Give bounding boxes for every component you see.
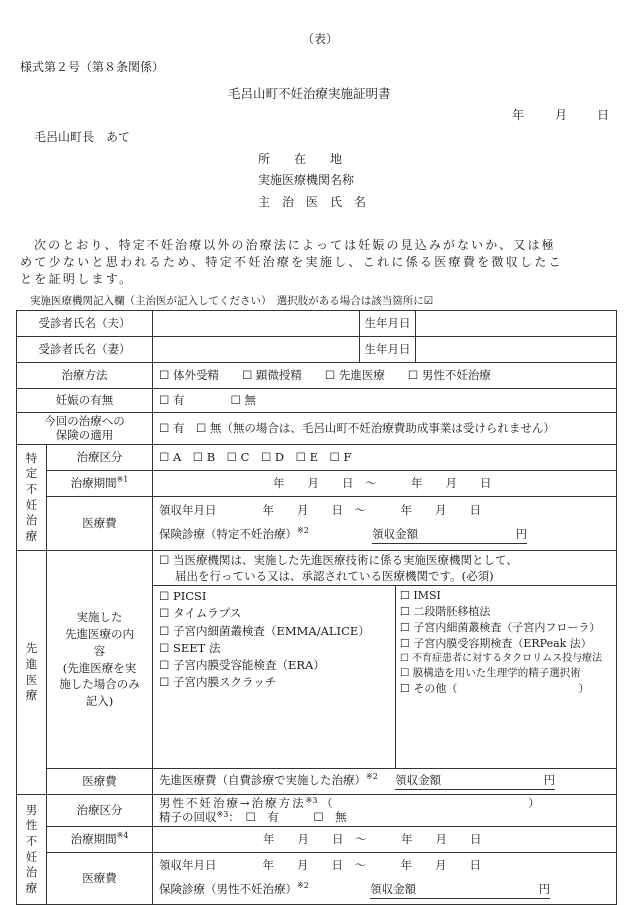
pregnancy-options[interactable]: ☐ 有 ☐ 無 [153,389,617,413]
dob-wife-field[interactable] [416,337,617,363]
advanced-option-timelapse[interactable]: ☐ タイムラプス [159,606,242,621]
advanced-content-label: 実施した 先進医療の内 容 (先進医療を実 施した場合のみ 記入) [47,551,153,769]
advanced-option-other[interactable]: ☐ その他（ ） [400,682,590,696]
medical-cost-cell [153,497,617,551]
form-number: 様式第２号（第８条関係） [20,60,165,74]
advanced-option-imsi[interactable]: ☐ IMSI [400,589,441,602]
period-label: 治療期間$^{※1}$ [47,471,153,497]
medical-cost-label: 医療費 [47,497,153,551]
certificate-table [16,310,617,905]
advanced-right-list [396,586,616,768]
male-period-value[interactable]: 年 月 日 〜 年 月 日 [153,827,617,853]
advanced-option-emma-alice[interactable]: ☐ 子宮内細菌叢検査（EMMA/ALICE） [159,623,370,638]
date-day: 日 [597,108,610,122]
advanced-declaration-line2: 届出を行っている又は、承認されている医療機関です。(必須) [175,568,494,583]
insurance-treatment-line: 保険診療（特定不妊治療）$^{※2}$ 領収金額 円 [159,527,616,544]
advanced-option-two-stage[interactable]: ☐ 二段階胚移植法 [400,604,491,618]
male-category-label: 治療区分 [47,795,153,827]
advanced-left-list [153,586,396,768]
note-2: ※2 [297,526,309,535]
male-amount-field[interactable] [370,882,550,899]
advanced-declaration-line1: ☐ 当医療機関は、実施した先進医療技術に係る実施医療機関として、 [159,553,518,567]
male-yen-label: 円 [538,882,551,896]
period-value[interactable]: 年 月 日 〜 年 月 日 [153,471,617,497]
advanced-option-tacrolimus[interactable]: ☐ 不育症患者に対するタクロリムス投与療法 [400,652,603,664]
advanced-declaration[interactable] [153,551,616,586]
receipt-date-line[interactable]: 領収年月日 年 月 日 〜 年 月 日 [159,503,481,518]
patient-husband-label: 受診者氏名（夫） [17,311,153,337]
pregnancy-label: 妊娠の有無 [17,389,153,413]
advanced-amount-field[interactable] [395,773,555,790]
advanced-option-flora[interactable]: ☐ 子宮内細菌叢検査（子宮内フローラ） [400,620,601,634]
male-receipt-date-line[interactable]: 領収年月日 年 月 日 〜 年 月 日 [159,858,481,873]
note-3-a: ※3 [305,795,318,805]
section-note: 実施医療機関記入欄（主治医が記入してください） 選択肢がある場合は該当箇所に☑ [30,295,434,307]
treatment-method-label: 治療方法 [17,363,153,389]
male-method-line[interactable]: 男性不妊治療→治療方法$^{※3}$ （ ） [159,795,540,810]
male-period-note: ※4 [116,830,129,840]
body-line-1: 次のとおり、特定不妊治療以外の治療法によっては妊娠の見込みがないか、又は極 [34,238,556,252]
body-line-2: めて少ないと思われるため、特定不妊治療を実施し、これに係る医療費を徴収したこ [20,255,563,269]
advanced-content-cell [153,551,617,769]
side-label: （表） [302,32,339,46]
specific-infertility-group: 特 定 不 妊 治 療 [17,445,47,551]
advanced-option-membrane[interactable]: ☐ 膜構造を用いた生理学的精子選択術 [400,667,581,680]
page-title: 毛呂山町不妊治療実施証明書 [228,86,391,101]
patient-wife-label: 受診者氏名（妻） [17,337,153,363]
male-cost-cell [153,853,617,905]
patient-husband-field[interactable] [153,311,360,337]
advanced-cost-label: 医療費 [47,769,153,795]
male-sperm-line[interactable]: 精子の回収$^{※3}$： ☐ 有 ☐ 無 [159,809,347,824]
advanced-amount-label: 領収金額 [395,773,442,788]
patient-wife-field[interactable] [153,337,360,363]
male-infertility-group: 男 性 不 妊 治 療 [17,795,47,905]
institution-label: 実施医療機関名称 [258,173,355,187]
advanced-option-picsi[interactable]: ☐ PICSI [159,589,207,603]
location-label: 所 在 地 [258,152,343,166]
dob-label-wife: 生年月日 [360,337,416,363]
advanced-yen-label: 円 [543,773,556,788]
note-3-b: ※3 [216,809,229,819]
yen-label: 円 [515,527,528,541]
dob-label-husband: 生年月日 [360,311,416,337]
insurance-label-line1: 今回の治療への [44,414,125,429]
addressee: 毛呂山町長 あて [34,130,131,144]
male-cost-label: 医療費 [47,853,153,905]
advanced-options [153,586,616,768]
receipt-amount-field[interactable] [372,527,527,544]
male-note-2: ※2 [297,881,309,890]
category-label: 治療区分 [47,445,153,471]
insurance-label-line2: 保険の適用 [55,427,114,442]
advanced-option-era[interactable]: ☐ 子宮内膜受容能検査（ERA） [159,658,325,672]
male-category-cell [153,795,617,827]
male-amount-label: 領収金額 [370,882,417,896]
category-options[interactable]: ☐ A ☐ B ☐ C ☐ D ☐ E ☐ F [153,445,617,471]
advanced-option-erpeak[interactable]: ☐ 子宮内膜受容期検査（ERPeak 法） [400,636,592,650]
male-period-label: 治療期間$^{※4}$ [47,827,153,853]
advanced-cost-line: 先進医療費（自費診療で実施した治療） [159,773,366,788]
male-method-paren: （ ） [321,795,540,810]
dob-husband-field[interactable] [416,311,617,337]
treatment-method-options[interactable]: ☐ 体外受精 ☐ 顕微授精 ☐ 先進医療 ☐ 男性不妊治療 [153,363,617,389]
date-year: 年 [512,108,525,122]
advanced-medical-group: 先 進 医 療 [17,551,47,795]
advanced-cost-cell [153,769,617,795]
doctor-label: 主 治 医 氏 名 [258,195,367,209]
advanced-note-2: ※2 [366,772,378,782]
insurance-options[interactable]: ☐ 有 ☐ 無（無の場合は、毛呂山町不妊治療費助成事業は受けられません） [153,413,617,445]
advanced-option-seet[interactable]: ☐ SEET 法 [159,640,221,655]
advanced-option-scratch[interactable]: ☐ 子宮内膜スクラッチ [159,675,277,690]
insurance-label [17,413,153,445]
body-line-3: とを証明します。 [20,272,134,286]
period-note: ※1 [116,474,129,484]
male-insurance-line: 保険診療（男性不妊治療）$^{※2}$ 領収金額 円 [159,882,616,899]
receipt-amount-label: 領収金額 [372,527,419,541]
date-month: 月 [555,108,568,122]
